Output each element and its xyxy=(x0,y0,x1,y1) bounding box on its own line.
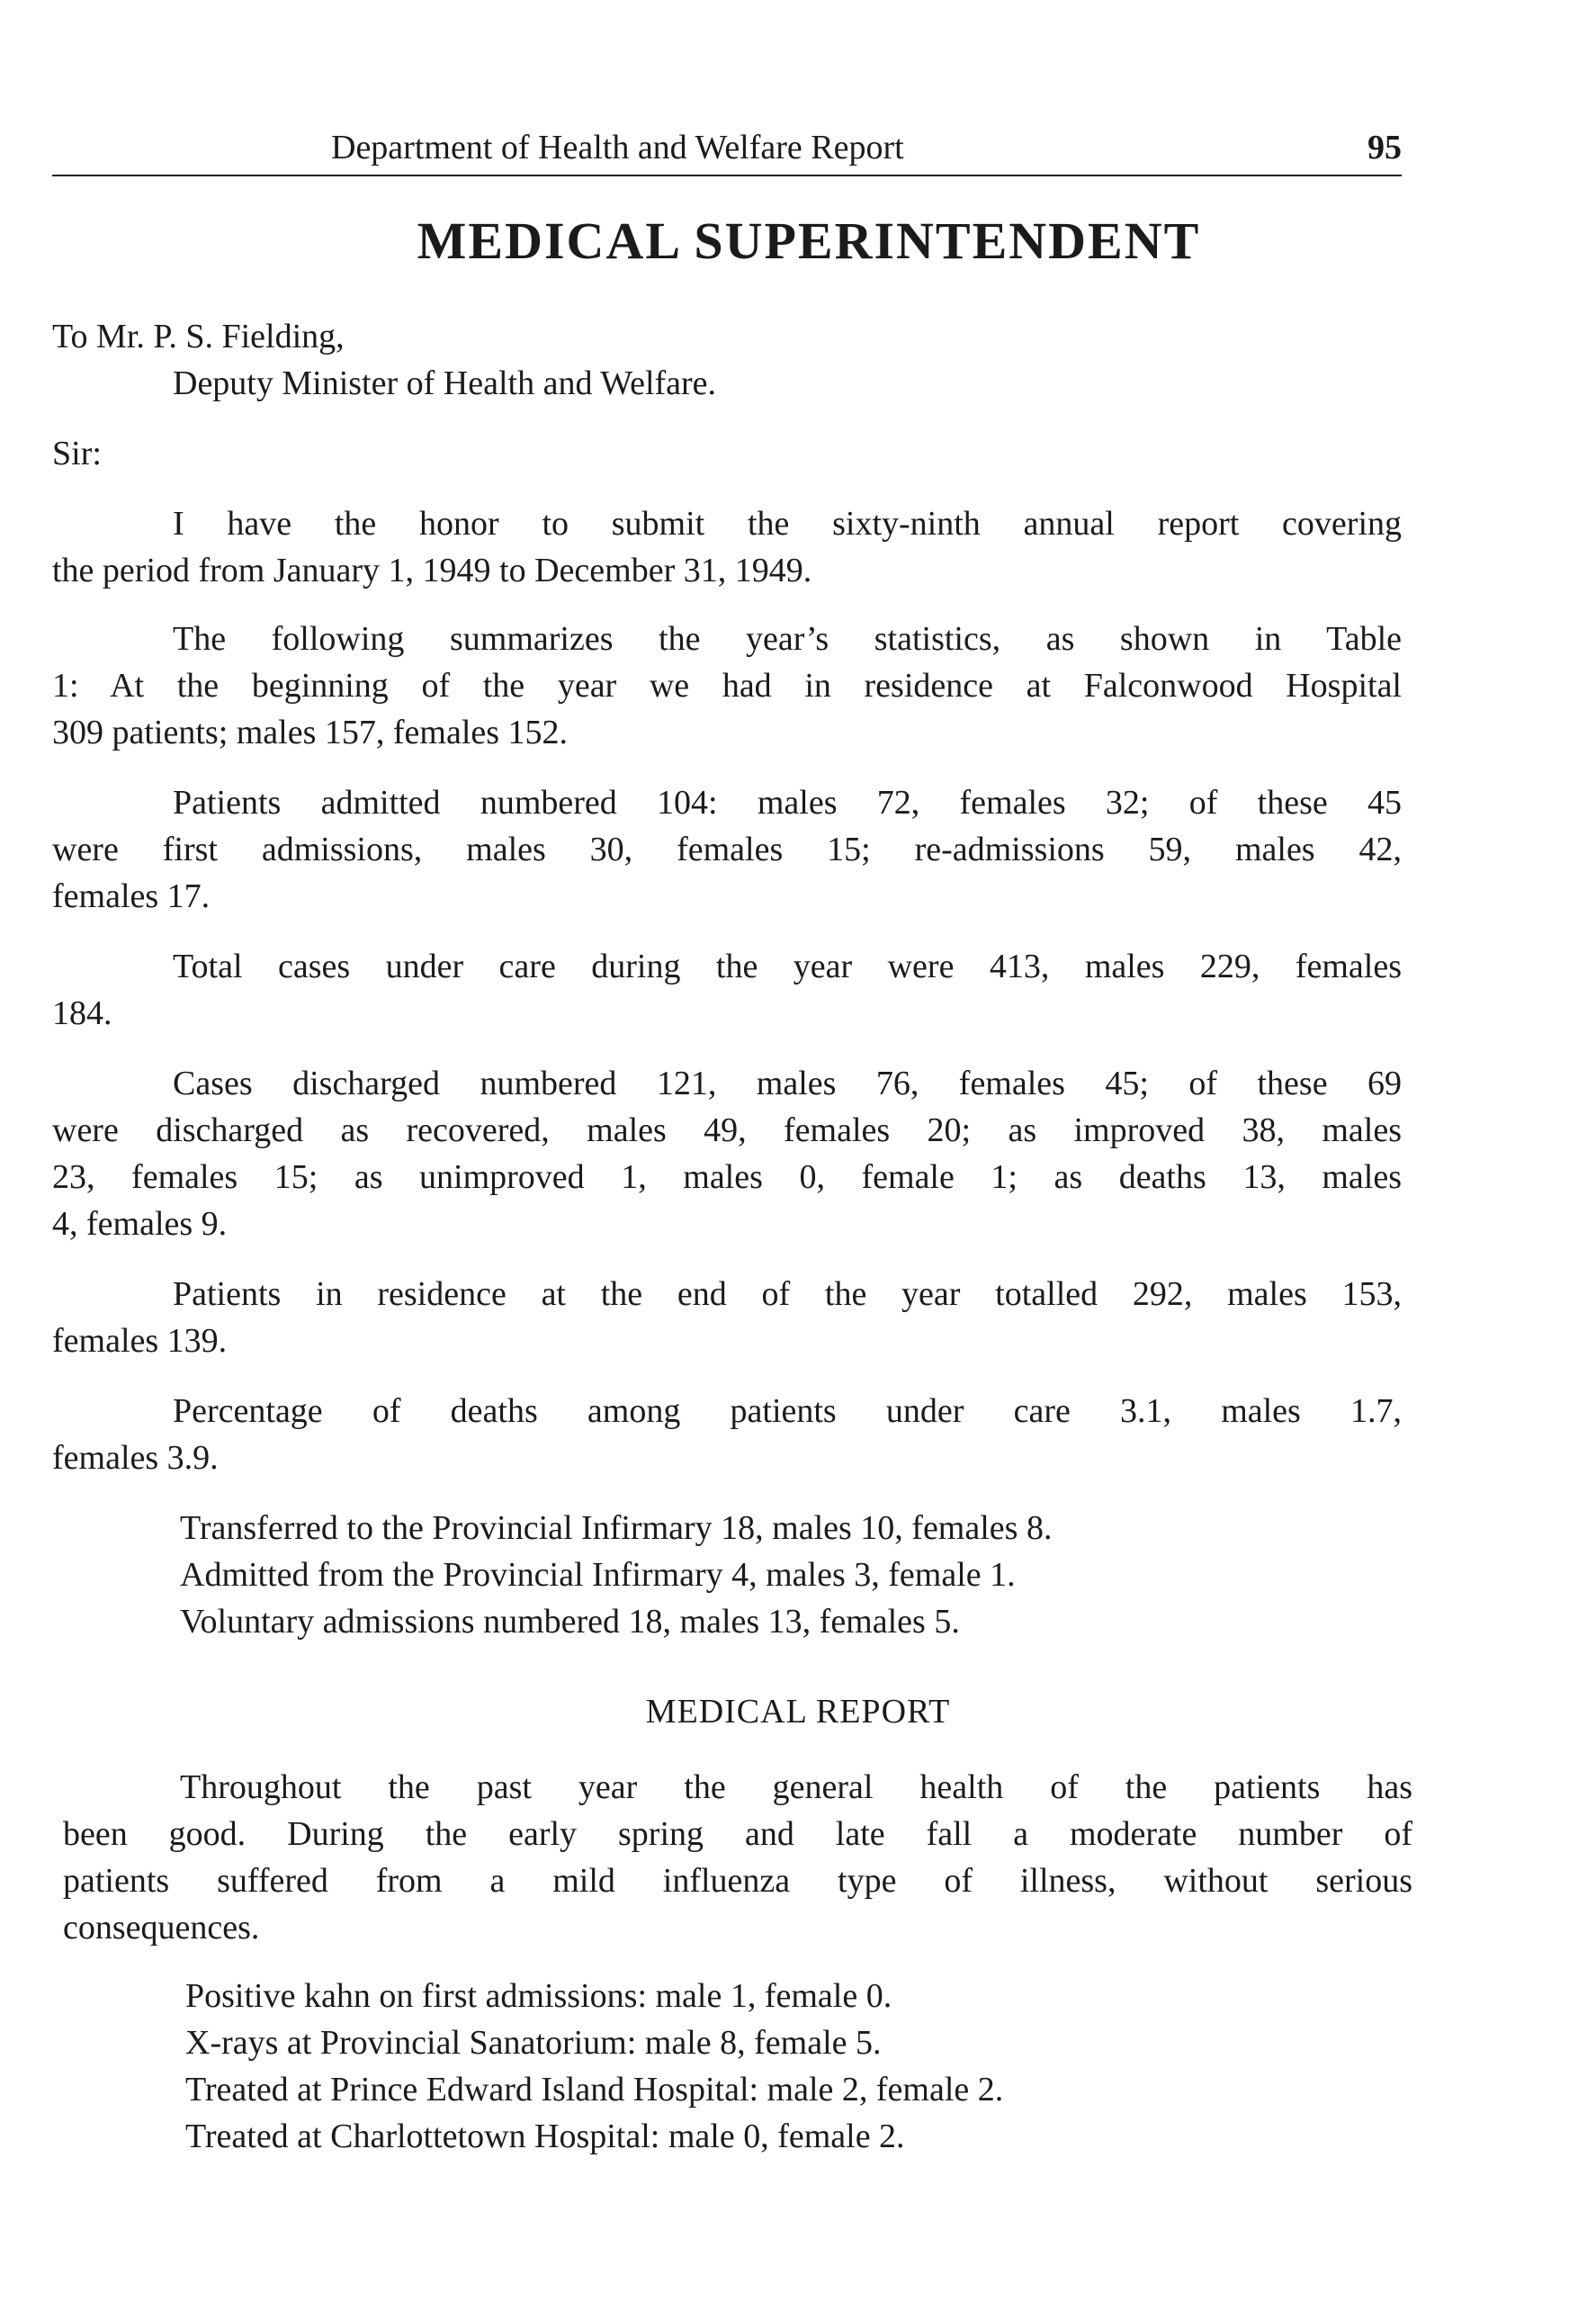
paragraph-line: Throughout the past year the general health of the patients has xyxy=(180,1768,1412,1806)
paragraph-line: consequences. xyxy=(63,1909,260,1947)
salutation-to: To Mr. P. S. Fielding, xyxy=(52,318,345,355)
running-header xyxy=(52,124,1402,176)
running-title: Department of Health and Welfare Report xyxy=(331,129,904,166)
transfer-line: Admitted from the Provincial Infirmary 4, males 3, female 1. xyxy=(180,1556,1016,1594)
paragraph-line: Cases discharged numbered 121, males 76, females 45; of these 69 xyxy=(173,1065,1402,1102)
salutation-position: Deputy Minister of Health and Welfare. xyxy=(173,364,717,402)
paragraph-line: females 17. xyxy=(52,877,211,915)
medical-list-item: Positive kahn on first admissions: male 1, female 0. xyxy=(185,1977,892,2015)
paragraph-line: 184. xyxy=(52,994,112,1032)
transfer-line: Transferred to the Provincial Infirmary 18, males 10, females 8. xyxy=(180,1509,1053,1547)
paragraph-line: the period from January 1, 1949 to December 31, 1949. xyxy=(52,552,812,589)
medical-list-item: X-rays at Provincial Sanatorium: male 8, female 5. xyxy=(185,2024,882,2062)
paragraph-line: 23, females 15; as unimproved 1, males 0, female 1; as deaths 13, males xyxy=(52,1158,1402,1196)
paragraph-line: were first admissions, males 30, females 15; re-admissions 59, males 42, xyxy=(52,831,1402,868)
paragraph-line: 1: At the beginning of the year we had in residence at Falconwood Hospital xyxy=(52,667,1402,705)
page-title: MEDICAL SUPERINTENDENT xyxy=(417,211,1201,270)
paragraph-line: 309 patients; males 157, females 152. xyxy=(52,714,569,751)
paragraph-line: Percentage of deaths among patients under care 3.1, males 1.7, xyxy=(173,1392,1402,1430)
page-number: 95 xyxy=(1367,129,1402,166)
medical-list-item: Treated at Prince Edward Island Hospital: male 2, female 2. xyxy=(185,2071,1004,2109)
paragraph-line: females 3.9. xyxy=(52,1439,219,1477)
paragraph-line: The following summarizes the year’s statistics, as shown in Table xyxy=(173,620,1402,658)
paragraph-line: females 139. xyxy=(52,1322,228,1360)
salutation-sir: Sir: xyxy=(52,435,102,472)
transfer-line: Voluntary admissions numbered 18, males 13, females 5. xyxy=(180,1603,960,1641)
paragraph-line: 4, females 9. xyxy=(52,1205,228,1243)
paragraph-line: Patients in residence at the end of the year totalled 292, males 153, xyxy=(173,1275,1402,1313)
paragraph-line: I have the honor to submit the sixty-ninth annual report covering xyxy=(173,505,1402,543)
section-heading: MEDICAL REPORT xyxy=(645,1693,951,1731)
paragraph-line: Total cases under care during the year were 413, males 229, females xyxy=(173,948,1402,985)
medical-list-item: Treated at Charlottetown Hospital: male 0, female 2. xyxy=(185,2118,905,2155)
paragraph-line: were discharged as recovered, males 49, females 20; as improved 38, males xyxy=(52,1111,1402,1149)
paragraph-line: Patients admitted numbered 104: males 72, females 32; of these 45 xyxy=(173,784,1402,822)
paragraph-line: been good. During the early spring and late fall a moderate number of xyxy=(63,1815,1412,1853)
paragraph-line: patients suffered from a mild influenza type of illness, without serious xyxy=(63,1862,1412,1900)
